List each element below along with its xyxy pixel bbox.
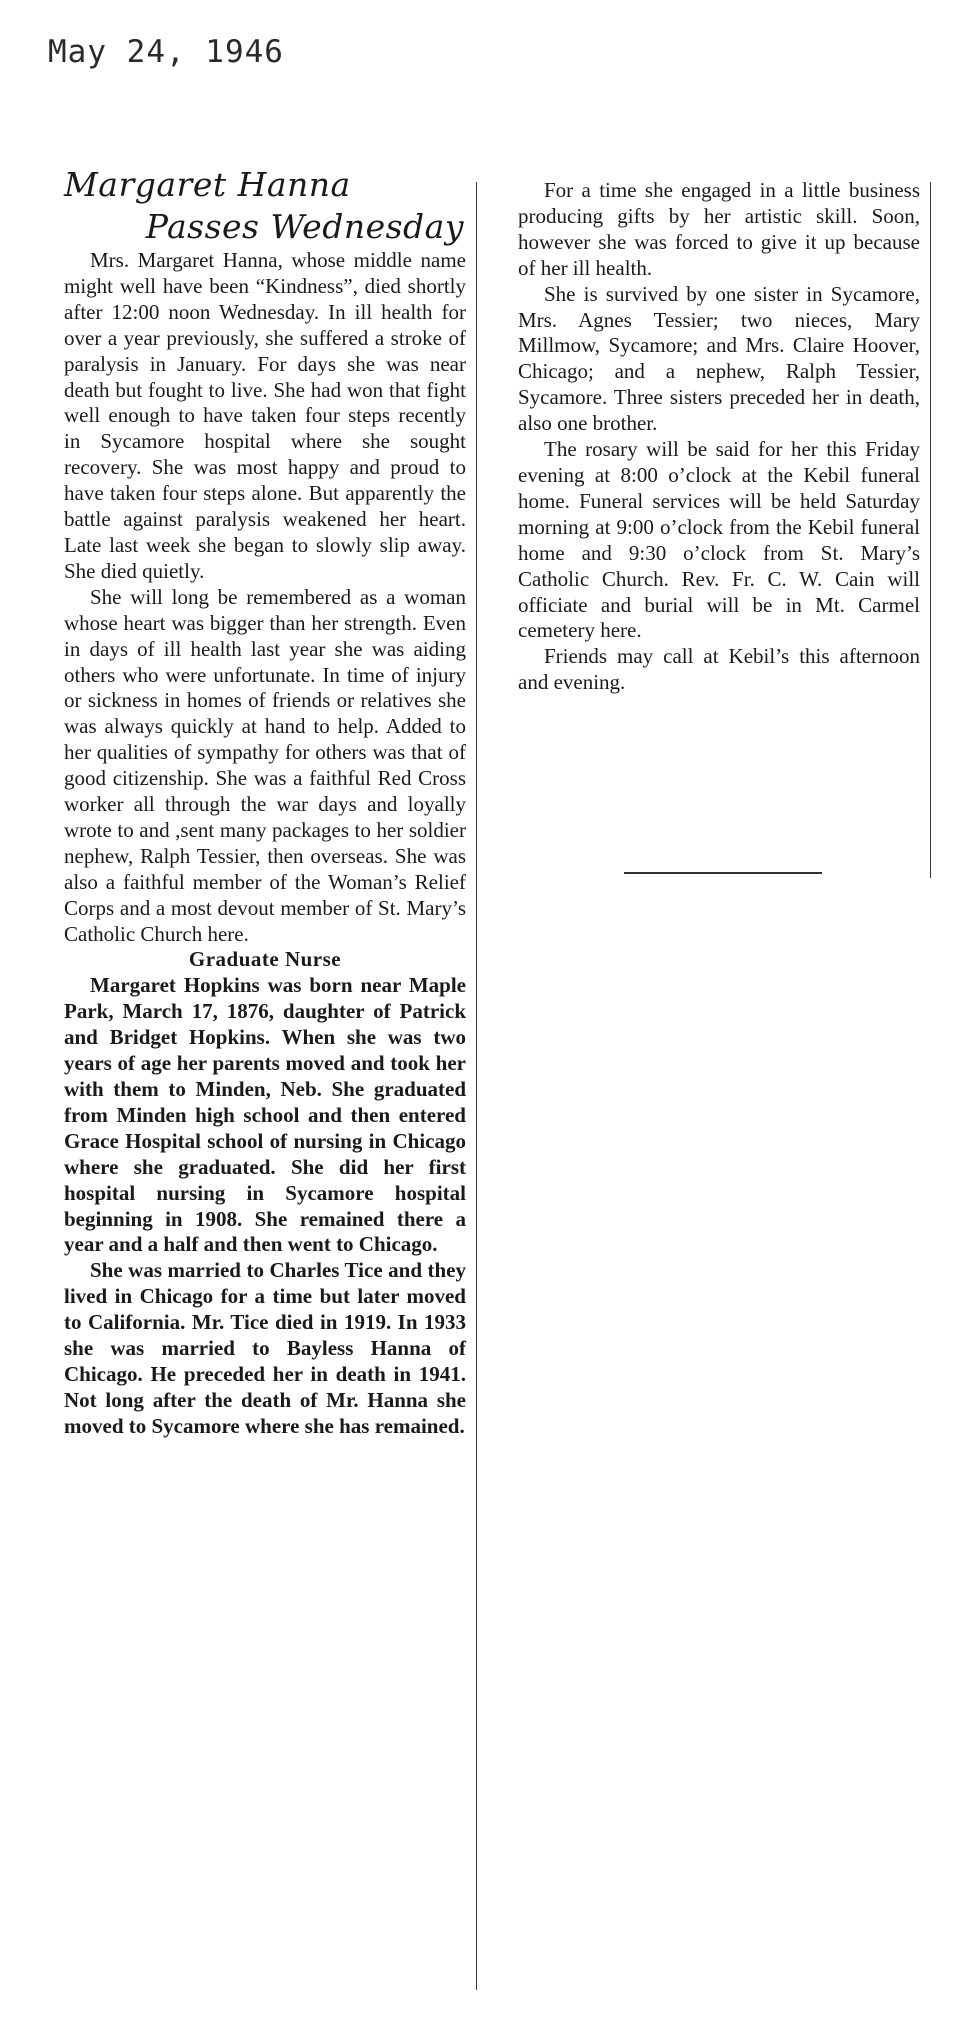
paragraph-marriage: She was married to Charles Tice and they lived in Chicago for a time but later moved to California. Mr. Tice died in 1919. In 1933 she was married to Bayless Hanna of Chicago. He preceded her in death in 1941. Not long after the death of Mr. Hanna she moved to Sycamore where she has remained. <box>64 1258 466 1438</box>
right-column <box>518 178 920 696</box>
paragraph-intro: Mrs. Margaret Hanna, whose middle name might well have been “Kindness”, died shortly after 12:00 noon Wednesday. In ill health for over a year previously, she suffered a stroke of paralysis in January. For days she was near death but fought to live. She had won that fight well enough to have taken four steps recently in Sycamore hospital where she sought recovery. She was most happy and proud to have taken four steps alone. But apparently the battle against paralysis weakened her heart. Late last week she began to slowly slip away. She died quietly. <box>64 248 466 583</box>
clipping-date: May 24, 1946 <box>48 34 284 70</box>
headline-line-1: Margaret Hanna <box>64 165 351 204</box>
paragraph-visitation: Friends may call at Kebil’s this afternoon and evening. <box>518 644 920 695</box>
article-headline <box>64 164 466 248</box>
column-divider-right <box>930 182 931 878</box>
subhead-graduate-nurse: Graduate Nurse <box>188 947 342 972</box>
paragraph-business: For a time she engaged in a little business producing gifts by her artistic skill. Soon, however she was forced to give it up because of her ill health. <box>518 178 920 280</box>
article-end-rule <box>624 872 822 874</box>
paragraph-survivors: She is survived by one sister in Sycamore, Mrs. Agnes Tessier; two nieces, Mary Millmow, Sycamore; and Mrs. Claire Hoover, Chicago; and a nephew, Ralph Tessier, Sycamore. Three sisters preceded her in death, also one brother. <box>518 281 920 436</box>
column-divider-left <box>476 182 477 1990</box>
paragraph-biography: Margaret Hopkins was born near Maple Park, March 17, 1876, daughter of Patrick and Bridget Hopkins. When she was two years of age her parents moved and took her with them to Minden, Neb. She graduated from Minden high school and then entered Grace Hospital school of nursing in Chicago where she graduated. She did her first hospital nursing in Sycamore hospital beginning in 1908. She remained there a year and a half and then went to Chicago. <box>64 973 466 1257</box>
headline-line-2: Passes Wednesday <box>145 207 464 246</box>
paragraph-remembered: She will long be remembered as a woman whose heart was bigger than her strength. Even in days of ill health last year she was aiding others who were unfortunate. In time of injury or sickness in homes of friends or relatives she was always quickly at hand to help. Added to her qualities of sympathy for others was that of good citizenship. She was a faithful Red Cross worker all through the war days and loyally wrote to and ,sent many packages to her soldier nephew, Ralph Tessier, then overseas. She was also a faithful member of the Woman’s Relief Corps and a most devout member of St. Mary’s Catholic Church here. <box>64 584 466 946</box>
left-column <box>64 164 466 1440</box>
paragraph-services: The rosary will be said for her this Friday evening at 8:00 o’clock at the Kebil funeral home. Funeral services will be held Saturday morning at 9:00 o’clock from the Kebil funeral home and 9:30 o’clock from St. Mary’s Catholic Church. Rev. Fr. C. W. Cain will officiate and burial will be in Mt. Carmel cemetery here. <box>518 437 920 643</box>
